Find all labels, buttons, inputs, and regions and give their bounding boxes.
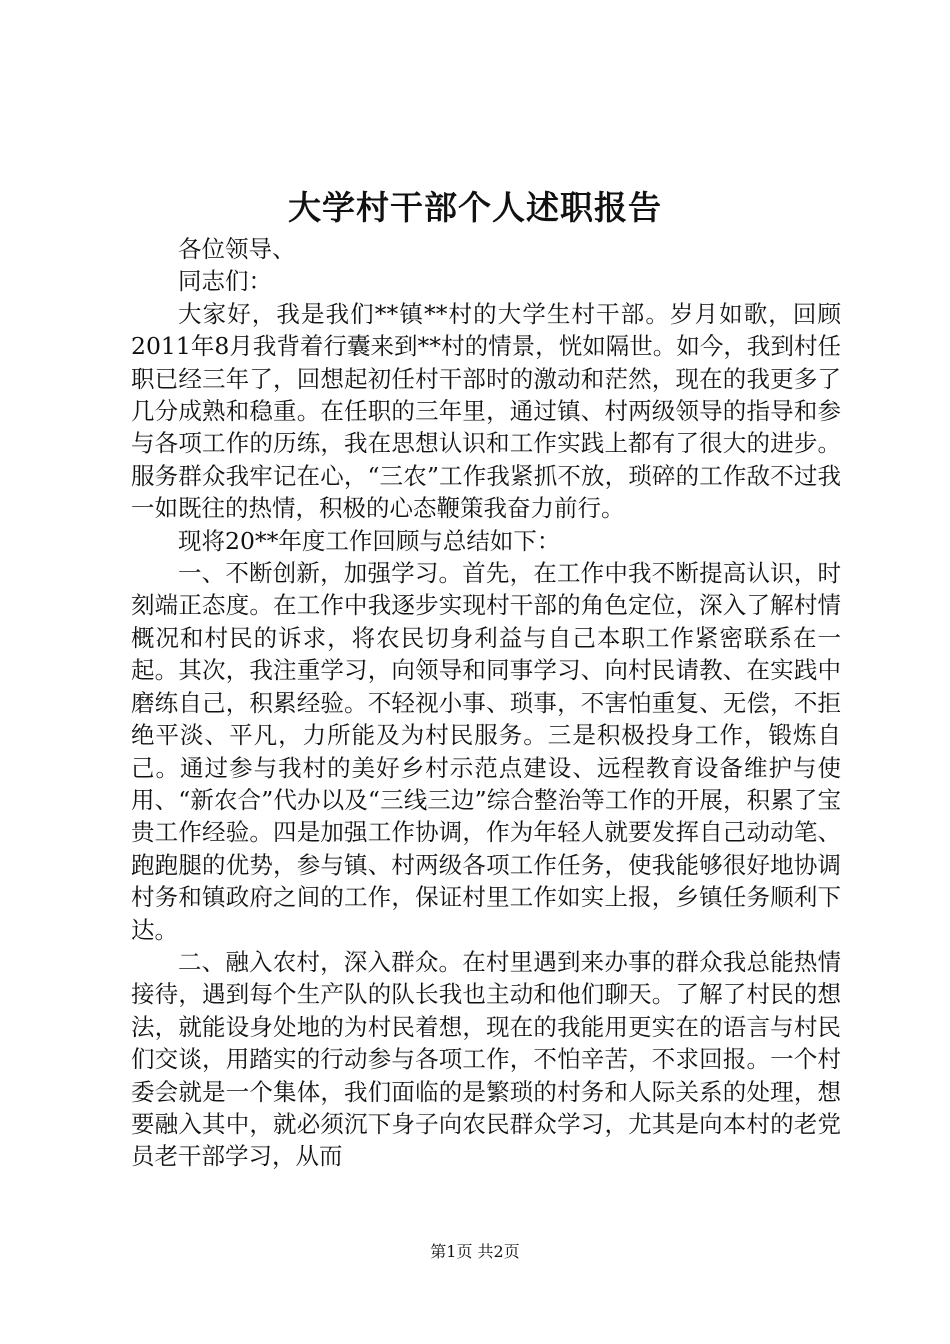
section-one-paragraph: 一、不断创新，加强学习。首先，在工作中我不断提高认识，时刻端正态度。在工作中我逐步实现村干部的角色定位，深入了解村情概况和村民的诉求，将农民切身利益与自己本职工作紧密联系在一起。其次，我注重学习，向领导和同事学习、向村民请教、在实践中磨练自己，积累经验。不轻视小事、琐事，不害怕重复、无偿，不拒绝平淡、平凡，力所能及为村民服务。三是积极投身工作，锻炼自己。通过参与我村的美好乡村示范点建设、远程教育设备维护与使用、“新农合”代办以及“三线三边”综合整治等工作的开展，积累了宝贵工作经验。四是加强工作协调，作为年轻人就要发挥自己动动笔、跑跑腿的优势，参与镇、村两级各项工作任务，使我能够很好地协调村务和镇政府之间的工作，保证村里工作如实上报，乡镇任务顺利下达。 <box>131 559 841 944</box>
page-footer: 第1页 共2页 <box>430 1242 520 1261</box>
salutation-line-2: 同志们： <box>178 267 272 296</box>
document-title: 大学村干部个人述职报告 <box>288 188 662 227</box>
section-two-paragraph: 二、融入农村，深入群众。在村里遇到来办事的群众我总能热情接待，遇到每个生产队的队长我也主动和他们聊天。了解了村民的想法，就能设身处地的为村民着想，现在的我能用更实在的语言与村民们交谈，用踏实的行动参与各项工作，不怕辛苦，不求回报。一个村委会就是一个集体，我们面临的是繁琐的村务和人际关系的处理，想要融入其中，就必须沉下身子向农民群众学习，尤其是向本村的老党员老干部学习，从而 <box>131 947 841 1171</box>
document-body <box>131 233 841 1173</box>
intro-paragraph: 大家好，我是我们**镇**村的大学生村干部。岁月如歌，回顾2011年8月我背着行囊来到**村的情景，恍如隔世。如今，我到村任职已经三年了，回想起初任村干部时的激动和茫然，现在的我更多了几分成熟和稳重。在任职的三年里，通过镇、村两级领导的指导和参与各项工作的历练，我在思想认识和工作实践上都有了很大的进步。服务群众我牢记在心，“三农”工作我紧抓不放，琐碎的工作敌不过我一如既往的热情，积极的心态鞭策我奋力前行。 <box>131 299 841 523</box>
salutation-line-1: 各位领导、 <box>178 235 296 263</box>
summary-lead-paragraph: 现将20**年度工作回顾与总结如下： <box>178 526 561 555</box>
